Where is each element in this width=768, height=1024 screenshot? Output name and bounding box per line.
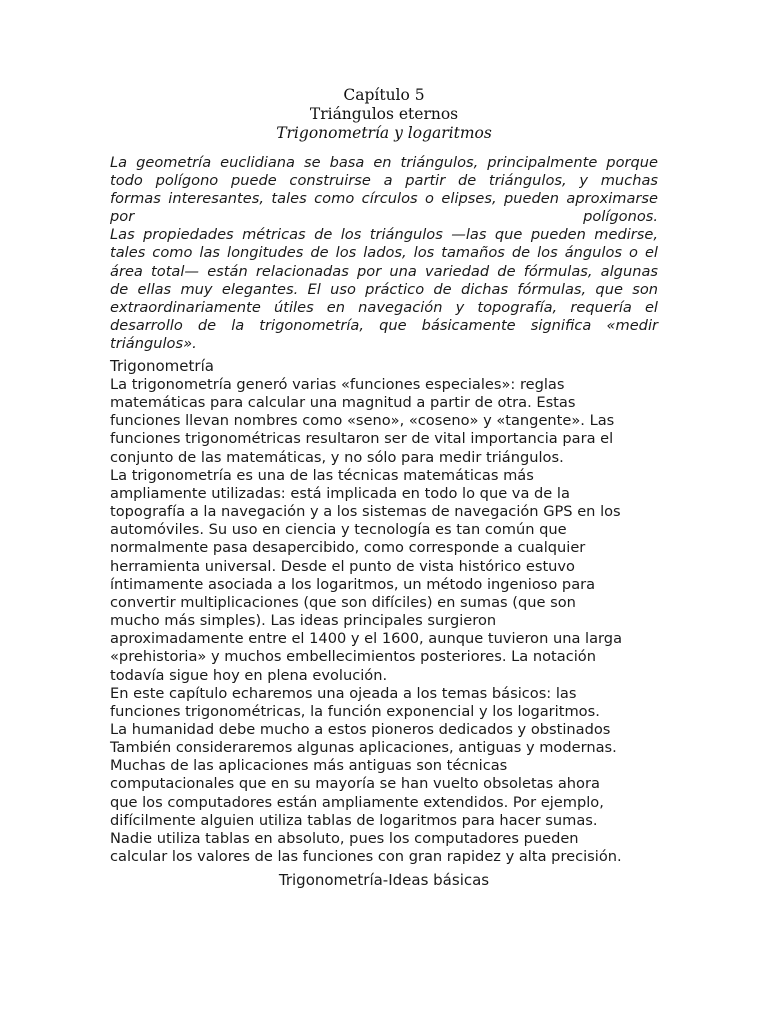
chapter-subtitle: Trigonometría y logaritmos [276, 124, 492, 142]
intro-line: triángulos». [110, 334, 197, 352]
intro-line: Las propiedades métricas de los triángulos —las que pueden medirse, [110, 226, 658, 244]
body-line: todavía sigue hoy en plena evolución. [110, 666, 388, 684]
body-line: herramienta universal. Desde el punto de vista histórico estuvo [110, 557, 575, 575]
body-line: La humanidad debe mucho a estos pioneros dedicados y obstinados [110, 720, 611, 738]
body-line: automóviles. Su uso en ciencia y tecnología es tan común que [110, 521, 567, 539]
intro-line: extraordinariamente útiles en navegación y topografía, requería el [110, 298, 658, 316]
body-line: topografía a la navegación y a los sistemas de navegación GPS en los [110, 503, 621, 521]
section-body [110, 376, 670, 866]
body-line: funciones llevan nombres como «seno», «coseno» y «tangente». Las [110, 412, 615, 430]
body-line: «prehistoria» y muchos embellecimientos posteriores. La notación [110, 648, 596, 666]
body-line: mucho más simples). Las ideas principales surgieron [110, 612, 497, 630]
intro-line: formas interesantes, tales como círculos o elipses, pueden aproximarse [110, 190, 658, 208]
body-line: convertir multiplicaciones (que son difíciles) en sumas (que son [110, 593, 576, 611]
intro-paragraph [110, 154, 658, 353]
body-line: normalmente pasa desapercibido, como corresponde a cualquier [110, 539, 586, 557]
next-section-title: Trigonometría-Ideas básicas [278, 871, 490, 889]
body-line: calcular los valores de las funciones con gran rapidez y alta precisión. [110, 848, 622, 866]
body-line: que los computadores están ampliamente extendidos. Por ejemplo, [110, 793, 604, 811]
intro-line: desarrollo de la trigonometría, que básicamente significa «medir [110, 316, 658, 334]
intro-line: La geometría euclidiana se basa en triángulos, principalmente porque [110, 154, 658, 171]
intro-line: tales como las longitudes de los lados, los tamaños de los ángulos o el [110, 244, 658, 262]
body-line: funciones trigonométricas, la función exponencial y los logaritmos. [110, 702, 600, 720]
intro-line: por polígonos. [110, 208, 658, 226]
body-line: conjunto de las matemáticas, y no sólo para medir triángulos. [110, 448, 564, 466]
body-line: La trigonometría generó varias «funciones especiales»: reglas [110, 376, 565, 393]
body-line: La trigonometría es una de las técnicas matemáticas más [110, 466, 534, 484]
body-line: difícilmente alguien utiliza tablas de logaritmos para hacer sumas. [110, 811, 598, 829]
body-line: Muchas de las aplicaciones más antiguas son técnicas [110, 757, 508, 775]
body-line: Nadie utiliza tablas en absoluto, pues los computadores pueden [110, 829, 579, 847]
chapter-number: Capítulo 5 [343, 86, 425, 104]
body-line: También consideraremos algunas aplicaciones, antiguas y modernas. [110, 739, 617, 757]
section-title: Trigonometría [110, 357, 214, 375]
intro-line: todo polígono puede construirse a partir de triángulos, y muchas [110, 172, 658, 190]
body-line: íntimamente asociada a los logaritmos, un método ingenioso para [110, 575, 596, 593]
body-line: funciones trigonométricas resultaron ser de vital importancia para el [110, 430, 614, 448]
body-line: ampliamente utilizadas: está implicada en todo lo que va de la [110, 484, 570, 502]
body-line: matemáticas para calcular una magnitud a partir de otra. Estas [110, 394, 576, 412]
body-line: aproximadamente entre el 1400 y el 1600, aunque tuvieron una larga [110, 630, 623, 648]
body-line: En este capítulo echaremos una ojeada a los temas básicos: las [110, 684, 577, 702]
intro-line: de ellas muy elegantes. El uso práctico de dichas fórmulas, que son [110, 280, 658, 298]
chapter-title: Triángulos eternos [309, 105, 459, 123]
body-line: computacionales que en su mayoría se han vuelto obsoletas ahora [110, 775, 600, 793]
intro-line: área total— están relacionadas por una variedad de fórmulas, algunas [110, 262, 658, 280]
